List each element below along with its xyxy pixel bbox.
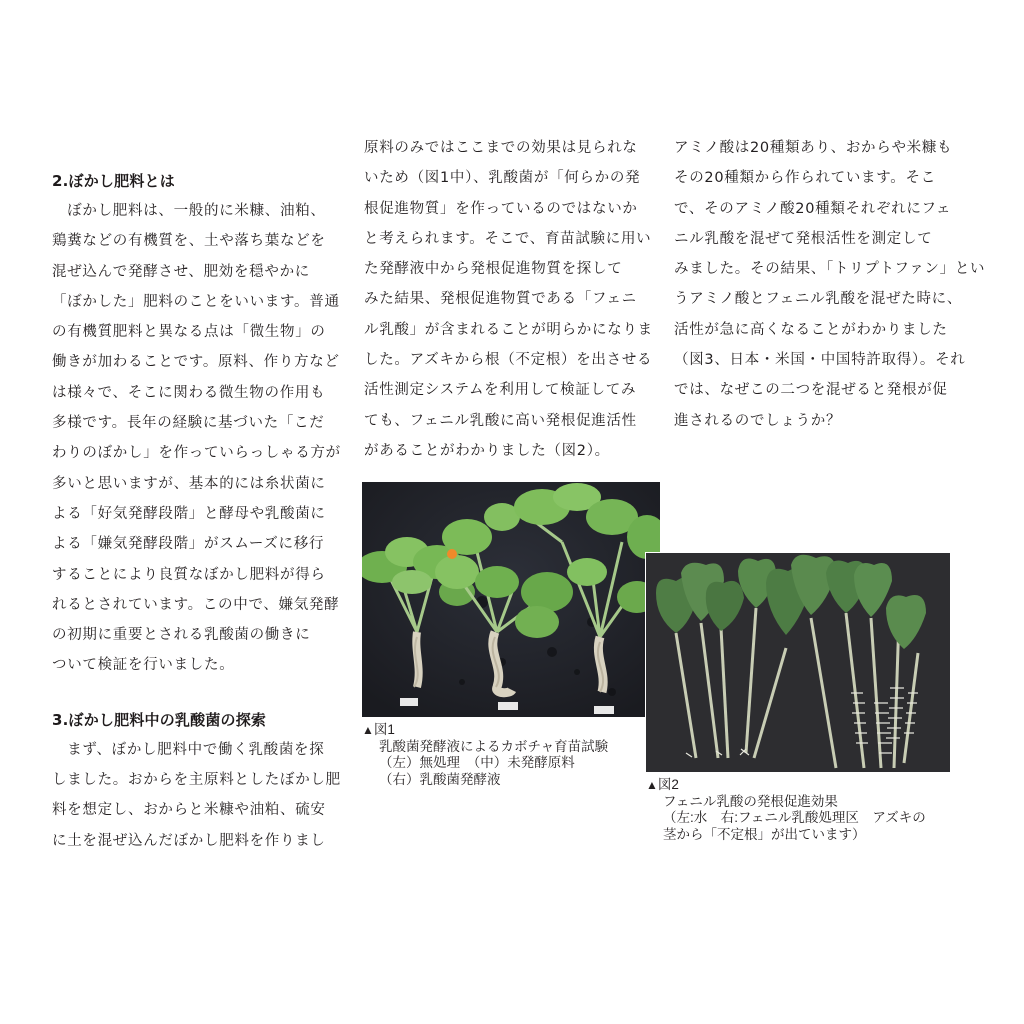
figure-1-photo (362, 482, 660, 717)
text-line: ル乳酸」が含まれることが明らかになりま (364, 321, 653, 338)
text-line: よる「好気発酵段階」と酵母や乳酸菌に (52, 505, 326, 522)
section-2-heading: 2.ぼかし肥料とは (52, 172, 175, 190)
figure-1-line-2: （左）無処理 （中）未発酵原料 (379, 755, 575, 770)
text-line: た発酵液中から発根促進物質を探して (364, 261, 623, 278)
text-line: は様々で、そこに関わる微生物の作用も (52, 384, 326, 401)
triangle-marker-icon: ▲ (646, 778, 658, 792)
text-line: と考えられます。そこで、育苗試験に用い (364, 230, 652, 247)
column-2-body (364, 133, 659, 466)
figure-1-caption (362, 722, 652, 788)
text-line: があることがわかりました（図2）。 (364, 442, 610, 459)
text-line: いため（図1中）、乳酸菌が「何らかの発 (364, 170, 641, 187)
section-3-heading: 3.ぼかし肥料中の乳酸菌の探索 (52, 710, 267, 729)
text-line: （図3、日本・米国・中国特許取得）。それ (674, 352, 966, 369)
text-line: の有機質肥料と異なる点は「微生物」の (52, 324, 326, 341)
section-3-body (52, 735, 342, 856)
figure-1-title: 乳酸菌発酵液によるカボチャ育苗試験 (379, 738, 609, 754)
column-3-body (674, 133, 986, 436)
text-line: することにより良質なぼかし肥料が得ら (52, 566, 326, 583)
text-line: れるとされています。この中で、嫌気発酵 (52, 596, 340, 613)
text-line: みました。その結果、「トリプトファン」とい (674, 261, 986, 278)
text-line: 進されるのでしょうか？ (674, 412, 842, 429)
text-line: うアミノ酸とフェニル乳酸を混ぜた時に、 (674, 291, 963, 308)
text-line: 多いと思いますが、基本的には糸状菌に (52, 475, 326, 492)
text-line: 混ぜ込んで発酵させ、肥効を穏やかに (52, 263, 310, 280)
text-line: 活性測定システムを利用して検証してみ (364, 382, 637, 399)
figure-1-label: 図1 (373, 722, 395, 737)
text-line: しました。おからを主原料としたぼかし肥 (52, 772, 341, 789)
text-line: した。アズキから根（不定根）を出させる (364, 352, 653, 369)
figure-2-title: フェニル乳酸の発根促進効果 (663, 793, 838, 809)
text-line: 根促進物質」を作っているのではないか (364, 200, 638, 217)
triangle-marker-icon: ▲ (362, 723, 374, 737)
text-line: まず、ぼかし肥料中で働く乳酸菌を探 (52, 741, 325, 758)
text-line: 多様です。長年の経験に基づいた「こだ (52, 415, 325, 432)
text-line: 原料のみではここまでの効果は見られな (364, 140, 638, 156)
text-line: ニル乳酸を混ぜて発根活性を測定して (674, 230, 933, 247)
text-line: よる「嫌気発酵段階」がスムーズに移行 (52, 536, 325, 553)
column-1 (52, 170, 342, 856)
text-line: ても、フェニル乳酸に高い発根促進活性 (364, 412, 637, 429)
text-line: の初期に重要とされる乳酸菌の働きに (52, 627, 311, 644)
text-line: では、なぜこの二つを混ぜると発根が促 (674, 382, 948, 399)
section-2-body (52, 196, 342, 681)
figure-2-line-2: （左:水 右:フェニル乳酸処理区 アズキの (663, 810, 926, 825)
text-line: 活性が急に高くなることがわかりました (674, 321, 948, 338)
text-line: わりのぼかし」を作っていらっしゃる方が (52, 445, 341, 462)
column-3 (674, 133, 986, 436)
text-line: その20種類から作られています。そこ (674, 170, 936, 187)
text-line: 料を想定し、おからと米糠や油粕、硫安 (52, 802, 326, 819)
text-line: 働きが加わることです。原料、作り方など (52, 354, 340, 371)
text-line: みた結果、発根促進物質である「フェニ (364, 291, 637, 308)
text-line: ついて検証を行いました。 (52, 657, 235, 674)
figure-2-line-3: 茎から「不定根」が出ています） (663, 826, 866, 842)
figure-2-label: 図2 (657, 777, 679, 792)
column-2 (364, 133, 659, 466)
figure-2-caption (646, 777, 966, 843)
pumpkin-seedlings-image (362, 482, 660, 717)
adzuki-cuttings-image (646, 553, 950, 772)
text-line: で、そのアミノ酸20種類それぞれにフェ (674, 200, 952, 217)
figure-2-photo (645, 552, 950, 772)
text-line: 鶏糞などの有機質を、土や落ち葉などを (52, 233, 326, 250)
text-line: に土を混ぜ込んだぼかし肥料を作りまし (52, 832, 326, 849)
text-line: ぼかし肥料は、一般的に米糠、油粕、 (52, 203, 326, 219)
text-line: 「ぼかした」肥料のことをいいます。普通 (52, 293, 340, 310)
text-line: アミノ酸は20種類あり、おからや米糠も (674, 140, 953, 156)
figure-1-line-3: （右）乳酸菌発酵液 (379, 771, 501, 787)
